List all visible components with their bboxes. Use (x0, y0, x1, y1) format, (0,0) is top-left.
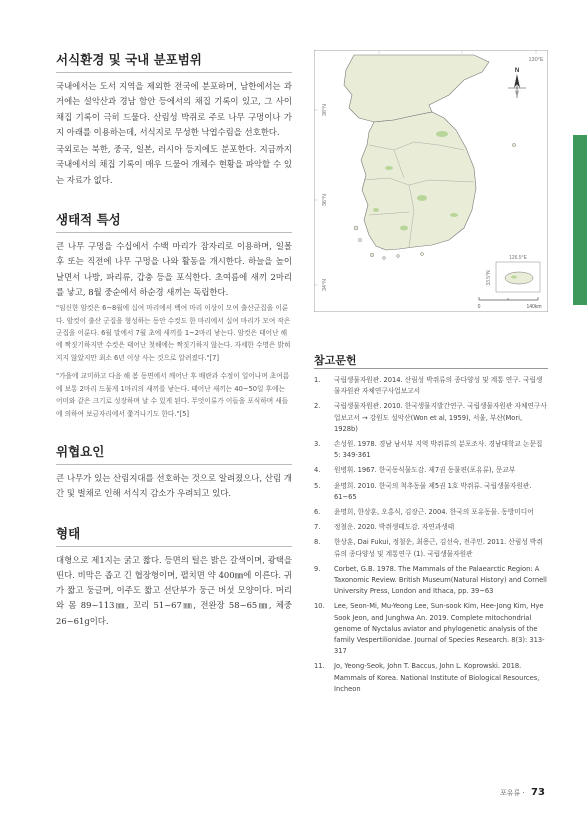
reference-text: Lee, Seon-Mi, Mu-Yeong Lee, Sun-sook Kim, Hee-Jong Kim, Hye Sook Jeon, and Junghwa An. 2019. Complete mitochondrial genome of Nyctalus aviator and phylogenetic analysis of the family Vespertilionidae. Journal of Species Research. 8(3): 313-317 (334, 602, 545, 656)
lat-label: 38°N (322, 103, 328, 117)
quote-note: "임신한 암컷은 6~8월에 십여 마리에서 백여 마리 이상이 모여 출산군집을 이룬다. 암컷이 출산 군집을 형성하는 동안 수컷도 한 마리에서 십여 마리가 모여 작은 군집을 이룬다. 6월 말에서 7월 초에 새끼를 1~2마리 낳는다. 암컷은 태어난 해에 짝짓기하지만 수컷은 태어난 첫해에는 짝짓기하지 않는다. 자세한 수명은 밝혀지지 않았지만 최소 6년 이상 사는 것으로 알려졌다."[7] (56, 304, 291, 362)
body-paragraph: 큰 나무가 있는 산림지대를 선호하는 것으로 알려졌으나, 산림 개간 및 벌채로 인해 서식지 감소가 우려되고 있다. (56, 472, 292, 499)
left-column (56, 50, 292, 651)
heading-divider (56, 232, 292, 233)
reference-item (314, 522, 548, 533)
reference-item (314, 601, 548, 657)
section-heading: 형태 (56, 525, 81, 541)
scale-end-label: 140km (526, 304, 542, 310)
reference-number: 4. (314, 466, 321, 475)
quote-note: "가을에 교미하고 다음 해 봄 동면에서 깨어난 후 배란과 수정이 일어나며 초여름에 보통 2마리 드물게 1마리의 새끼를 낳는다. 태어난 새끼는 40~50일 후에는 어미와 같은 크기로 성장하며 날 수 있게 된다. 무엇이류가 이들을 포식하며 새들에 의하여 보금자리에서 쫓겨나기도 한다."[5] (56, 372, 290, 418)
north-label: N (514, 68, 520, 74)
heading-divider (56, 72, 292, 73)
page-footer (500, 787, 545, 798)
section-threats (56, 442, 292, 502)
chapter-side-tab (573, 135, 587, 305)
body-paragraph: 큰 나무 구멍을 수십에서 수백 마리가 잠자리로 이용하며, 일몰 후 또는 직전에 나무 구멍을 나와 활동을 개시한다. 하늘을 높이 날면서 나방, 파리류, 갑충 등을 포식한다. 초여름에 새끼 2마리를 낳고, 8월 중순에서 하순경 새끼는 독립한다. (56, 241, 292, 297)
body-paragraph: 국외로는 북한, 중국, 일본, 러시아 등지에도 분포한다. 지금까지 국내에서의 채집 기록이 매우 드물어 개체수 현황을 파악할 수 있는 자료가 없다. (56, 144, 292, 185)
reference-item (314, 481, 548, 503)
reference-text: 윤명희. 2010. 한국의 척추동물 제5권 1호 박쥐류. 국립생물자원관. 61~65 (334, 481, 532, 501)
reference-text: Jo, Yeong-Seok, John T. Baccus, John L. Koprowski. 2018. Mammals of Korea. National Institute of Biological Resources, Incheon (334, 662, 540, 693)
reference-item (314, 465, 548, 476)
section-morphology (56, 524, 292, 629)
reference-item (314, 439, 548, 461)
reference-text: 정철운. 2020. 박쥐생태도감. 자연과생태 (334, 523, 455, 532)
reference-text: Corbet, G.B. 1978. The Mammals of the Palaearctic Region: A Taxonomic Review. British Museum(Natural History) and Cornell University Press, London and Ithaca, pp. 39~63 (334, 564, 547, 596)
reference-number: 7. (314, 523, 321, 532)
references-divider (314, 368, 548, 369)
body-paragraph: 대형으로 제1지는 굵고 짧다. 등면의 털은 밝은 갈색이며, 광택을 띤다. 비막은 좁고 긴 협장형이며, 펼치면 약 400㎜에 이른다. 귀가 짧고 둥글며, 이주도 짧고 선단부가 둥근 버섯 모양이다. 머리와 몸 89~113㎜, 꼬리 51~67㎜, 전완장 58~65㎜, 체중 26~61g이다. (56, 554, 292, 626)
section-heading: 생태적 특성 (56, 212, 121, 228)
reference-number: 1. (314, 376, 321, 384)
lat-label: 36°N (322, 193, 328, 207)
heading-divider (56, 546, 292, 547)
reference-item (314, 375, 548, 397)
page-number: 73 (531, 787, 545, 798)
reference-number: 11. (314, 662, 325, 671)
heading-divider (56, 464, 292, 465)
body-paragraph: 국내에서는 도서 지역을 제외한 전국에 분포하며, 남한에서는 과거에는 설악산과 경남 함안 등에서의 채집 기록이 있고, 그 사이 채집 기록이 극히 드물다. 산림성 박쥐로 주로 나무 구멍이나 가지 아래를 이용하는데, 서식지로 무성한 낙엽수림을 선호한다. (56, 81, 292, 137)
lat-label: 34°N (322, 278, 328, 292)
reference-item (314, 537, 548, 559)
reference-text: 손성원. 1978. 경남 남서부 지역 박쥐류의 분포조사. 경남대학교 논문집 5: 349-361 (334, 440, 543, 460)
reference-text: 국립생물자원관. 2010. 한국생물지발간연구. 국립생물자원관 자체연구사업보고서 → 강원도 설악산(Won et al, 1959), 서울, 부산(Mori, 1928b) (334, 402, 547, 433)
section-ecology (56, 210, 292, 420)
reference-number: 3. (314, 440, 321, 449)
footer-section-name: 포유류 (500, 789, 521, 797)
inset-lat-label: 33.5°N (486, 270, 492, 286)
reference-number: 5. (314, 481, 321, 490)
reference-number: 10. (314, 602, 325, 611)
section-habitat-distribution (56, 50, 292, 188)
lon-label: 130°E (528, 57, 544, 63)
reference-number: 6. (314, 508, 321, 517)
reference-item (314, 661, 548, 695)
reference-text: 국립생물자원관. 2014. 산림성 박쥐류의 종다양성 및 계통 연구. 국립생물자원관 자체연구사업보고서 (334, 376, 543, 396)
reference-item (314, 564, 548, 598)
reference-item (314, 507, 548, 518)
reference-number: 2. (314, 402, 321, 411)
distribution-map (314, 50, 548, 312)
inset-lon-label: 126.5°E (509, 255, 527, 261)
reference-item (314, 401, 548, 435)
references-list (314, 375, 548, 699)
section-heading: 서식환경 및 국내 분포범위 (56, 52, 202, 67)
footer-separator: · (522, 789, 525, 797)
reference-number: 9. (314, 564, 321, 573)
reference-number: 8. (314, 538, 321, 547)
scale-start-label: 0 (477, 304, 481, 310)
reference-text: 윤명희, 한상훈, 오홍식, 김장근. 2004. 한국의 포유동물. 동방미디어 (334, 508, 534, 517)
reference-text: 한상훈, Dai Fukui, 정철운, 최용근, 김선숙, 전주민. 2011. 산림성 박쥐류의 종다양성 및 계통연구 (1). 국립생물자원관 (334, 538, 543, 558)
reference-text: 원병휘. 1967. 한국동식물도감. 제7권 동물편(포유류), 문교부 (334, 466, 516, 475)
jeju-inset (496, 262, 540, 292)
references-heading: 참고문헌 (314, 354, 357, 367)
section-heading: 위협요인 (56, 443, 105, 459)
